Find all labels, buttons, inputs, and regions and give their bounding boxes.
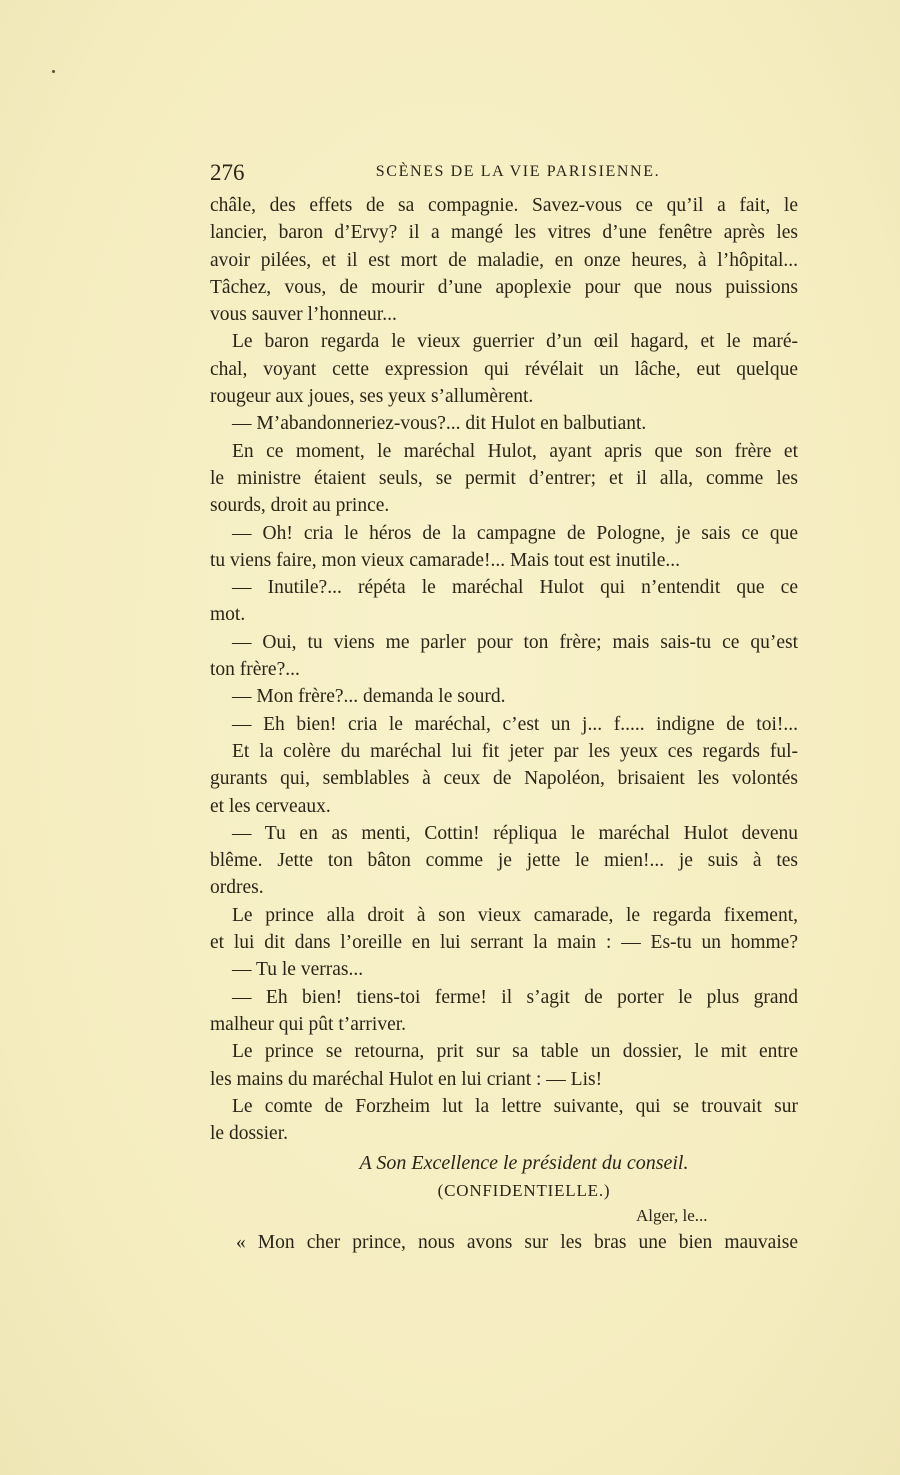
text-line: — Mon frère?... demanda le sourd.	[232, 686, 506, 708]
text-line: blême. Jette ton bâton comme je jette le mien!... je suis à tes	[210, 850, 798, 872]
letter-title: A Son Excellence le président du conseil.	[359, 1152, 689, 1174]
text-line: — Tu en as menti, Cottin! répliqua le maréchal Hulot devenu	[232, 822, 798, 844]
text-line: le ministre étaient seuls, se permit d’entrer; et il alla, comme les	[210, 467, 798, 489]
text-line: — Tu le verras...	[232, 959, 364, 981]
text-line: — Eh bien! tiens-toi ferme! il s’agit de porter le plus grand	[232, 986, 798, 1008]
text-line: rougeur aux joues, ses yeux s’allumèrent.	[210, 386, 534, 408]
text-line: Et la colère du maréchal lui fit jeter par les yeux ces regards ful-	[232, 740, 798, 762]
text-line: En ce moment, le maréchal Hulot, ayant apris que son frère et	[232, 440, 798, 462]
text-line: et lui dit dans l’oreille en lui serrant la main : — Es-tu un homme?	[210, 932, 798, 954]
paper-speck	[52, 70, 55, 73]
text-line: — M’abandonneriez-vous?... dit Hulot en balbutiant.	[232, 413, 647, 435]
letter-confidential: (CONFIDENTIELLE.)	[437, 1181, 611, 1200]
page-header	[210, 160, 798, 188]
text-line: vous sauver l’honneur...	[210, 304, 397, 326]
letter-place: Alger, le...	[636, 1206, 708, 1225]
text-line: malheur qui pût t’arriver.	[210, 1013, 407, 1035]
letter-opening: « Mon cher prince, nous avons sur les bras une bien mauvaise	[236, 1232, 798, 1253]
body-text	[210, 192, 798, 1147]
text-line: — Eh bien! cria le maréchal, c’est un j... f..... indigne de toi!...	[232, 713, 798, 735]
text-line: Tâchez, vous, de mourir d’une apoplexie pour que nous puissions	[210, 276, 798, 298]
text-line: — Oh! cria le héros de la campagne de Pologne, je sais ce que	[232, 522, 798, 544]
text-line: chal, voyant cette expression qui révélait un lâche, eut quelque	[210, 358, 798, 380]
text-line: et les cerveaux.	[210, 795, 331, 817]
text-line: Le baron regarda le vieux guerrier d’un œil hagard, et le maré-	[232, 331, 798, 353]
text-line: sourds, droit au prince.	[210, 495, 390, 517]
text-line: mot.	[210, 604, 246, 626]
text-line: gurants qui, semblables à ceux de Napoléon, brisaient les volontés	[210, 768, 798, 790]
text-line: châle, des effets de sa compagnie. Savez-vous ce qu’il a fait, le	[210, 195, 798, 216]
text-line: les mains du maréchal Hulot en lui criant : — Lis!	[210, 1068, 603, 1090]
text-line: lancier, baron d’Ervy? il a mangé les vitres d’une fenêtre après les	[210, 222, 798, 244]
text-line: tu viens faire, mon vieux camarade!... Mais tout est inutile...	[210, 549, 681, 571]
text-line: Le prince alla droit à son vieux camarade, le regarda fixement,	[232, 904, 798, 926]
text-line: ton frère?...	[210, 659, 300, 681]
text-line: le dossier.	[210, 1123, 288, 1145]
text-line: Le prince se retourna, prit sur sa table un dossier, le mit entre	[232, 1041, 798, 1063]
text-line: — Inutile?... répéta le maréchal Hulot qui n’entendit que ce	[232, 577, 798, 599]
page-number: 276	[210, 160, 245, 185]
running-title: SCÈNES DE LA VIE PARISIENNE.	[375, 163, 661, 180]
text-line: — Oui, tu viens me parler pour ton frère; mais sais-tu ce qu’est	[232, 631, 798, 653]
text-line: avoir pilées, et il est mort de maladie, en onze heures, à l’hôpital...	[210, 249, 798, 271]
text-line: Le comte de Forzheim lut la lettre suivante, qui se trouvait sur	[232, 1095, 798, 1117]
text-line: ordres.	[210, 877, 264, 899]
